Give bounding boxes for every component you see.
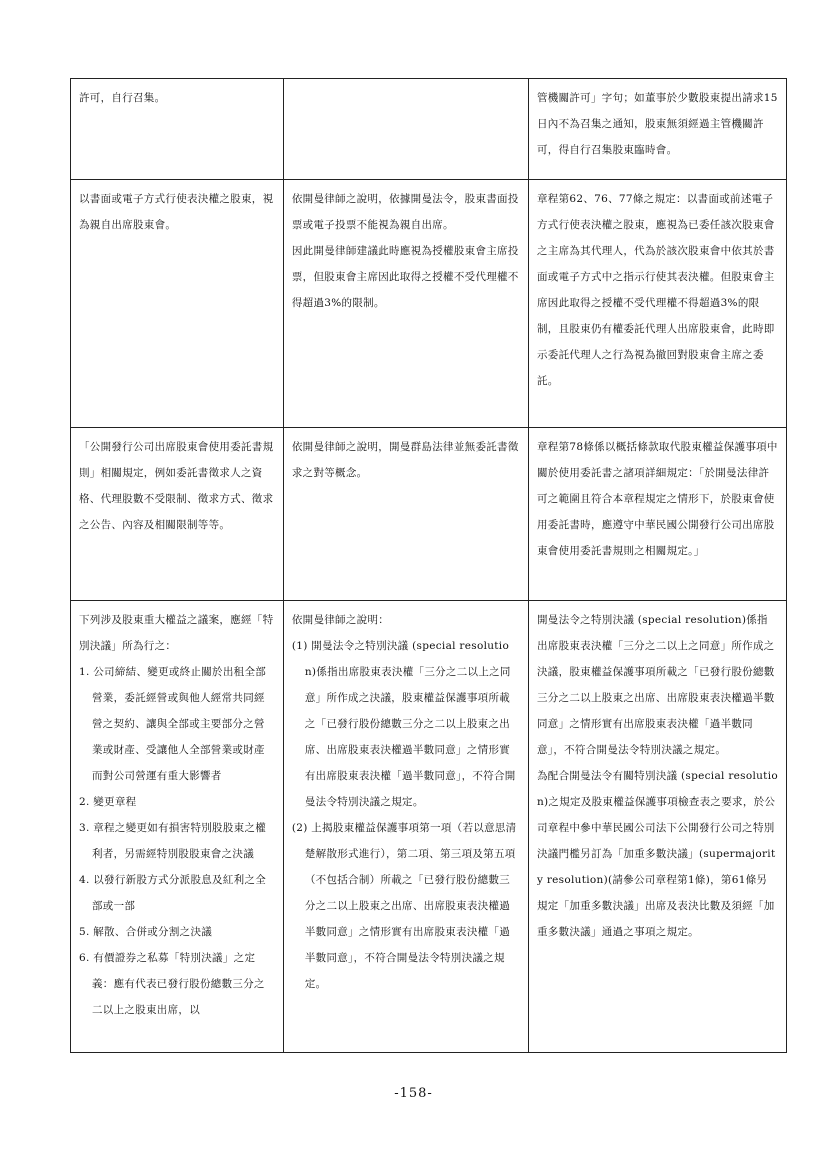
row-4-col-2 <box>283 601 528 1053</box>
cell-text: 依開曼律師之說明，開曼群島法律並無委託書徵求之對等概念。 <box>291 441 519 479</box>
list-item: (1) 開曼法令之特別決議 (special resolution)係指出席股東表決權「三分之二以上之同意」所作成之決議，股東權益保護事項所載之「已發行股份總數三分之二以上股東之出席、出席股東表決權過半數同意」之情形實有出席股東表決權「過半數同意」，不符合開曼法令特別決議之規定。 <box>291 640 516 808</box>
list-item: 5. 解散、合併或分割之決議 <box>79 926 213 938</box>
cell-text: 章程第62、76、77條之規定：以書面或前述電子方式行使表決權之股東，應視為已委任該次股東會之主席為其代理人，代為於該次股東會中依其於書面或電子方式中之指示行使其表決權。但股東會主席因此取得之授權不受代理權不得超過3%的限制，且股東仍有權委託代理人出席股東會，此時即示委託代理人之行為視為撤回對股東會主席之委託。 <box>536 193 775 387</box>
comparison-table <box>70 78 787 1053</box>
cell-text: 「公開發行公司出席股東會使用委託書規則」相關規定，例如委託書徵求人之資格、代理股數不受限制、徵求方式、徵求之公告、內容及相關限制等等。 <box>79 441 274 531</box>
list-item: 6. 有價證券之私募「特別決議」之定義：應有代表已發行股份總數三分之二以上之股東出席，以 <box>79 952 265 1016</box>
cell-text: 開曼法令之特別決議 (special resolution)係指出席股東表決權「三分之二以上之同意」所作成之決議，股東權益保護事項所載之「已發行股份總數三分之二以上股東之出席、出席股東表決權過半數同意」之情形實有出席股東表決權「過半數同意」，不符合開曼法令特別決議之規定。 <box>536 614 775 756</box>
table-row <box>71 601 787 1053</box>
row-2-col-2 <box>283 180 528 428</box>
list-item: 3. 章程之變更如有損害特別股股東之權利者，另需經特別股股東會之決議 <box>79 822 267 860</box>
row-2-col-3 <box>528 180 786 428</box>
cell-text: 依開曼律師之說明： <box>291 614 390 626</box>
row-4-col-3 <box>528 601 786 1053</box>
row-1-col-1 <box>71 79 284 180</box>
table-row <box>71 79 787 180</box>
table-row <box>71 180 787 428</box>
cell-text: 為配合開曼法令有關特別決議 (special resolution)之規定及股東權益保護事項檢查表之要求，於公司章程中參中華民國公司法下公開發行公司之特別決議門檻另訂為「加重多數決議」(supermajority resolution)(請參公司章程第1條)，第61條另規定「加重多數決議」出席及表決比數及須經「加重多數決議」通過之事項之規定。 <box>536 770 778 938</box>
row-1-col-3 <box>528 79 786 180</box>
cell-text: 以書面或電子方式行使表決權之股東，視為親自出席股東會。 <box>79 193 274 231</box>
list-item: 1. 公司締結、變更或終止關於出租全部營業，委託經營或與他人經常共同經營之契約、讓與全部或主要部分之營業或財產、受讓他人全部營業或財產而對公司營運有重大影響者 <box>79 666 267 782</box>
table-row <box>71 428 787 601</box>
page-number: -158- <box>394 1086 433 1101</box>
cell-text: 下列涉及股東重大權益之議案，應經「特別決議」所為行之： <box>79 614 274 652</box>
row-3-col-1 <box>71 428 284 601</box>
cell-text: 許可，自行召集。 <box>79 92 166 104</box>
row-3-col-2 <box>283 428 528 601</box>
cell-text: 因此開曼律師建議此時應視為授權股東會主席投票，但股東會主席因此取得之授權不受代理權不得超過3%的限制。 <box>291 245 519 309</box>
cell-text: 管機關許可」字句；如董事於少數股東提出請求15日內不為召集之通知，股東無須經過主管機關許可，得自行召集股東臨時會。 <box>536 92 778 156</box>
list-item: (2) 上揭股東權益保護事項第一項（若以意思清楚解散形式進行），第二項、第三項及第五項（不包括合制）所載之「已發行股份總數三分之二以上股東之出席、出席股東表決權過半數同意」之情形實有出席股東表決權「過半數同意」，不符合開曼法令特別決議之規定。 <box>291 822 517 990</box>
row-4-col-1 <box>71 601 284 1053</box>
list-item: 2. 變更章程 <box>79 796 137 808</box>
cell-text: 章程第78條係以概括條款取代股東權益保護事項中關於使用委託書之諸項詳細規定：「於開曼法律許可之範圍且符合本章程規定之情形下，於股東會使用委託書時，應遵守中華民國公開發行公司出席股東會使用委託書規則之相關規定。」 <box>536 441 778 557</box>
row-1-col-2 <box>283 79 528 180</box>
row-3-col-3 <box>528 428 786 601</box>
list-item: 4. 以發行新股方式分派股息及紅利之全部或一部 <box>79 874 267 912</box>
row-2-col-1 <box>71 180 284 428</box>
cell-text: 依開曼律師之說明，依據開曼法令，股東書面投票或電子投票不能視為親自出席。 <box>291 193 519 231</box>
